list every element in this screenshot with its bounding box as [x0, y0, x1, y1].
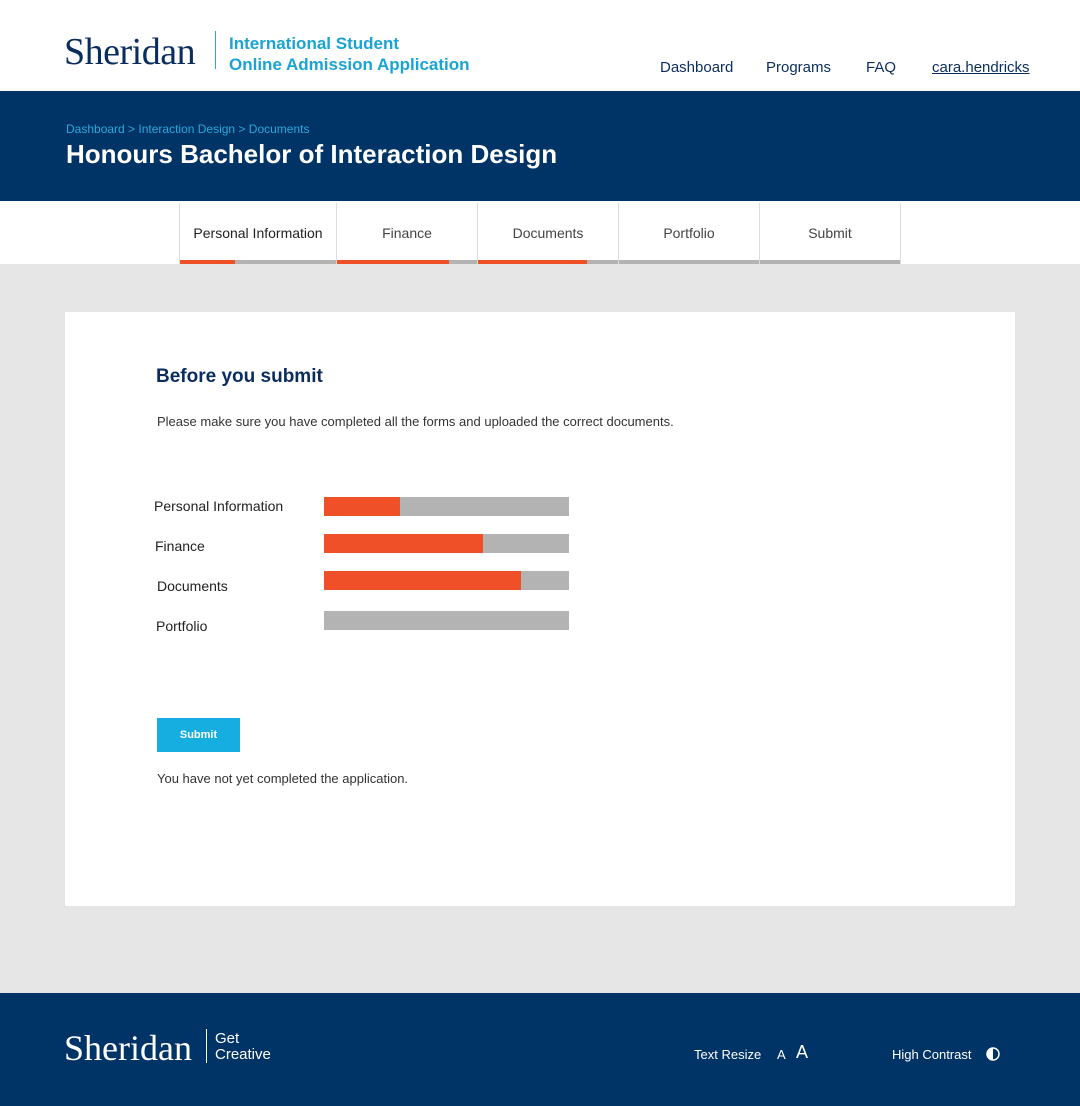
top-header: [0, 0, 1080, 91]
progress-fill: [324, 534, 483, 553]
progress-label-finance: Finance: [155, 538, 205, 554]
progress-label-portfolio: Portfolio: [156, 618, 208, 634]
tab-progress-track: [478, 260, 618, 264]
progress-bar-finance: [324, 534, 569, 553]
sheridan-logo[interactable]: Sheridan: [64, 31, 196, 73]
nav-user-account[interactable]: cara.hendricks: [932, 59, 1030, 76]
contrast-icon[interactable]: [986, 1047, 1000, 1061]
footer-tagline: [215, 1031, 271, 1063]
tab-finance[interactable]: [337, 203, 478, 264]
progress-label-personal-information: Personal Information: [154, 498, 284, 514]
tagline-line1: Get: [215, 1030, 240, 1047]
progress-bar-personal-information: [324, 497, 569, 516]
app-title-line2: Online Admission Application: [229, 55, 470, 74]
text-resize-large-button[interactable]: A: [796, 1042, 809, 1062]
tab-progress-track: [760, 260, 900, 264]
high-contrast-label: High Contrast: [892, 1047, 972, 1062]
section-description: Please make sure you have completed all the forms and uploaded the correct documents.: [157, 414, 674, 429]
tab-documents[interactable]: [478, 203, 619, 264]
footer-logo[interactable]: Sheridan: [64, 1028, 192, 1068]
nav-dashboard[interactable]: Dashboard: [660, 59, 734, 76]
nav-faq[interactable]: FAQ: [866, 59, 897, 76]
tab-progress-track: [180, 260, 336, 264]
breadcrumb[interactable]: Dashboard > Interaction Design > Documents: [66, 122, 310, 136]
tab-progress-track: [619, 260, 759, 264]
tagline-line2: Creative: [215, 1046, 271, 1063]
progress-fill: [324, 497, 400, 516]
text-resize-label: Text Resize: [694, 1047, 762, 1062]
progress-bar-portfolio: [324, 611, 569, 630]
submit-button[interactable]: Submit: [157, 718, 240, 752]
program-banner: [0, 91, 1080, 201]
completion-status-text: You have not yet completed the application.: [157, 771, 409, 786]
tab-label: Submit: [808, 225, 852, 241]
footer: [0, 993, 1080, 1106]
tab-progress-fill: [478, 260, 587, 264]
tab-submit[interactable]: [760, 203, 901, 264]
section-title: Before you submit: [156, 366, 323, 387]
nav-programs[interactable]: Programs: [766, 59, 832, 76]
logo-divider: [215, 31, 216, 69]
text-resize-small-button[interactable]: A: [777, 1047, 786, 1062]
tab-personal-information[interactable]: [179, 203, 337, 264]
tab-label: Documents: [512, 225, 584, 241]
tab-progress-track: [337, 260, 477, 264]
progress-label-documents: Documents: [157, 578, 228, 594]
tab-portfolio[interactable]: [619, 203, 760, 264]
submit-card: [65, 312, 1015, 906]
tab-progress-fill: [337, 260, 449, 264]
progress-bar-documents: [324, 571, 569, 590]
tab-label: Personal Information: [193, 225, 323, 241]
step-tabs: [0, 201, 1080, 264]
tab-label: Portfolio: [663, 225, 715, 241]
app-title-line1: International Student: [229, 34, 399, 53]
footer-logo-divider: [206, 1029, 207, 1063]
app-title: [229, 33, 470, 75]
page-title: Honours Bachelor of Interaction Design: [66, 139, 558, 169]
tab-label: Finance: [382, 225, 432, 241]
progress-fill: [324, 571, 521, 590]
tab-progress-fill: [180, 260, 235, 264]
